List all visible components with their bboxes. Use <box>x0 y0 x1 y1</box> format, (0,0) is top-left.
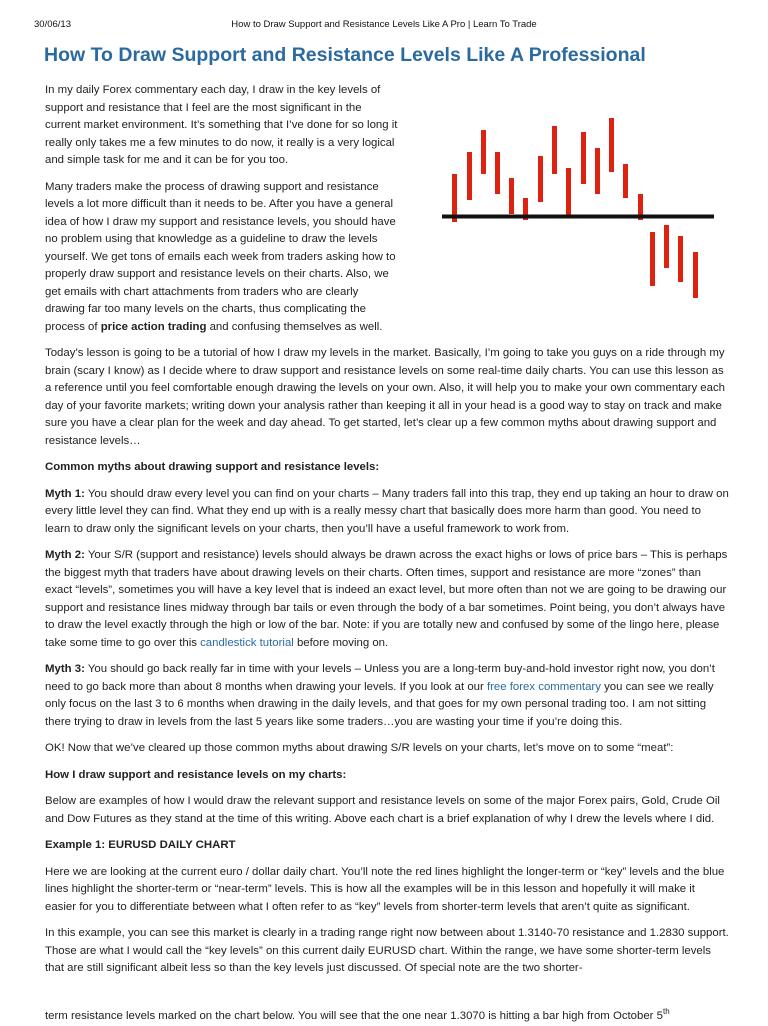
myth-2-end: before moving on. <box>293 636 389 649</box>
how-heading <box>45 767 729 785</box>
example-1-paragraph-3-partial <box>45 1008 729 1026</box>
price-action-trading-text: price action trading <box>100 320 207 333</box>
myth-3-text: You should go back really far in time with your levels – Unless you are a long-term buy-and-hold investor right now, you don’t need to go back more than about 8 months when drawing your levels. If you look at our <box>45 663 715 693</box>
myths-heading-text: Common myths about drawing support and resistance levels: <box>45 461 380 473</box>
intro-paragraph-2 <box>45 179 400 337</box>
intro-paragraph-2-text: Many traders make the process of drawing support and resistance levels a lot more difficult than it needs to be. After you have a general idea of how I draw my support and resistance levels, you should have no problem using that knowledge as a guideline to draw the levels yourself. We get tons of emails each week from traders asking how to properly draw support and resistance levels on their charts. Also, we get emails with chart attachments from traders who are clearly drawing far too many levels on the charts, thus complicating the process of <box>45 180 396 333</box>
how-heading-text: How I draw support and resistance levels on my charts: <box>45 768 347 781</box>
myth-3-paragraph <box>45 661 729 731</box>
ok-paragraph: OK! Now that we’ve cleared up those common myths about drawing S/R levels on your charts, let’s move on to some “meat”: <box>45 742 674 754</box>
print-header <box>0 19 768 33</box>
tail-text: term resistance levels marked on the chart below. You will see that the one near 1.3070 is hitting a bar high from October 5 <box>45 1010 663 1022</box>
examples-intro-paragraph: Below are examples of how I would draw the relevant support and resistance levels on some of the major Forex pairs, Gold, Crude Oil and Dow Futures as they stand at the time of this writing. Above each chart is a brief explanation of why I drew the levels where I did. <box>45 795 720 825</box>
example-1-paragraph-2: In this example, you can see this market is clearly in a trading range right now between about 1.3140-70 resistance and 1.2830 support. Those are what I would call the “key levels” on this current daily EURUSD chart. Within the range, we have some shorter-term levels that are still significant albeit less so than the key levels just discussed. Of special note are the two shorter- <box>45 927 729 974</box>
myth-1-label: Myth 1: <box>45 487 85 500</box>
lesson-paragraph: Today’s lesson is going to be a tutorial of how I draw my levels in the market. Basically, I’m going to take you guys on a ride through my brain (scary I know) as I decide where to draw support and resistance levels on some real-time daily charts. You can use this lesson as a reference until you feel comfortable enough drawing the levels on your own. Also, it will help you to make your own commentary each day of your favorite markets; writing down your analysis rather than keeping it all in your head is a good way to stay on track and make sure you have a clear plan for the week and day ahead. To get started, let’s clear up a few common myths about drawing support and resistance levels… <box>45 347 726 447</box>
page-title: How To Draw Support and Resistance Levels Like A Professional <box>44 44 646 66</box>
tail-superscript: th <box>662 1007 670 1017</box>
example-1-heading-text: Example 1: EURUSD DAILY CHART <box>45 839 236 851</box>
candlestick-tutorial-link[interactable]: candlestick tutorial <box>200 636 294 649</box>
myth-1-paragraph <box>45 486 729 539</box>
intro-paragraph-1: In my daily Forex commentary each day, I draw in the key levels of support and resistance that I feel are the most significant in the current market environment. It’s something that I’ve done for so long it really only takes me a few minutes to do now, it really is a very logical and simple task for me and it can be for you too. <box>45 84 398 166</box>
myth-2-paragraph <box>45 547 729 652</box>
example-1-heading <box>45 837 729 855</box>
myth-1-text: You should draw every level you can find on your charts – Many traders fall into this trap, they end up taking an hour to draw on every little level they can find. What they end up with is a really messy chart that basically does more harm than good. You need to learn to draw only the significant levels on your charts, then you’ll have a useful framework to work from. <box>45 487 729 535</box>
example-1-paragraph-1: Here we are looking at the current euro / dollar daily chart. You’ll note the red lines highlight the longer-term or “key” levels and the blue lines highlight the shorter-term or “near-term” levels. This is how all the examples will be in this lesson and hopefully it will make it easier for you to differentiate between what I often refer to as “key” levels from shorter-term levels that aren’t quite as significant. <box>45 865 725 913</box>
myth-3-end: you can see we really only focus on the last 3 to 6 months when drawing in the daily levels, and that goes for my own personal trading too. I am not sitting there trying to draw in levels from the last 5 years like some traders…you are wasting your time if you’re doing this. <box>45 680 714 728</box>
myth-2-label: Myth 2: <box>45 549 85 561</box>
print-date: 30/06/13 <box>34 19 71 30</box>
free-forex-commentary-link[interactable]: free forex commentary <box>486 680 601 693</box>
article-content <box>45 82 729 987</box>
intro-paragraph-2-end: and confusing themselves as well. <box>206 320 383 333</box>
myth-3-label: Myth 3: <box>45 663 85 675</box>
print-page-title: How to Draw Support and Resistance Levels Like A Pro | Learn To Trade <box>231 19 537 30</box>
myth-2-text: Your S/R (support and resistance) levels should always be drawn across the exact highs or lows of price bars – This is perhaps the biggest myth that traders have about drawing levels on their charts. Often times, support and resistance are more “zones” than exact “levels”, sometimes you will have a key level that is indeed an exact level, but more often than not we are going to be drawing our support and resistance lines midway through bar tails or even through the body of a bar sometimes. Point being, you don’t always have to draw the level exactly through the high or low of the bar. Note: if you are totally new and confused by some of the lingo here, please take some time to go over this <box>45 549 728 649</box>
myths-heading <box>45 459 729 477</box>
